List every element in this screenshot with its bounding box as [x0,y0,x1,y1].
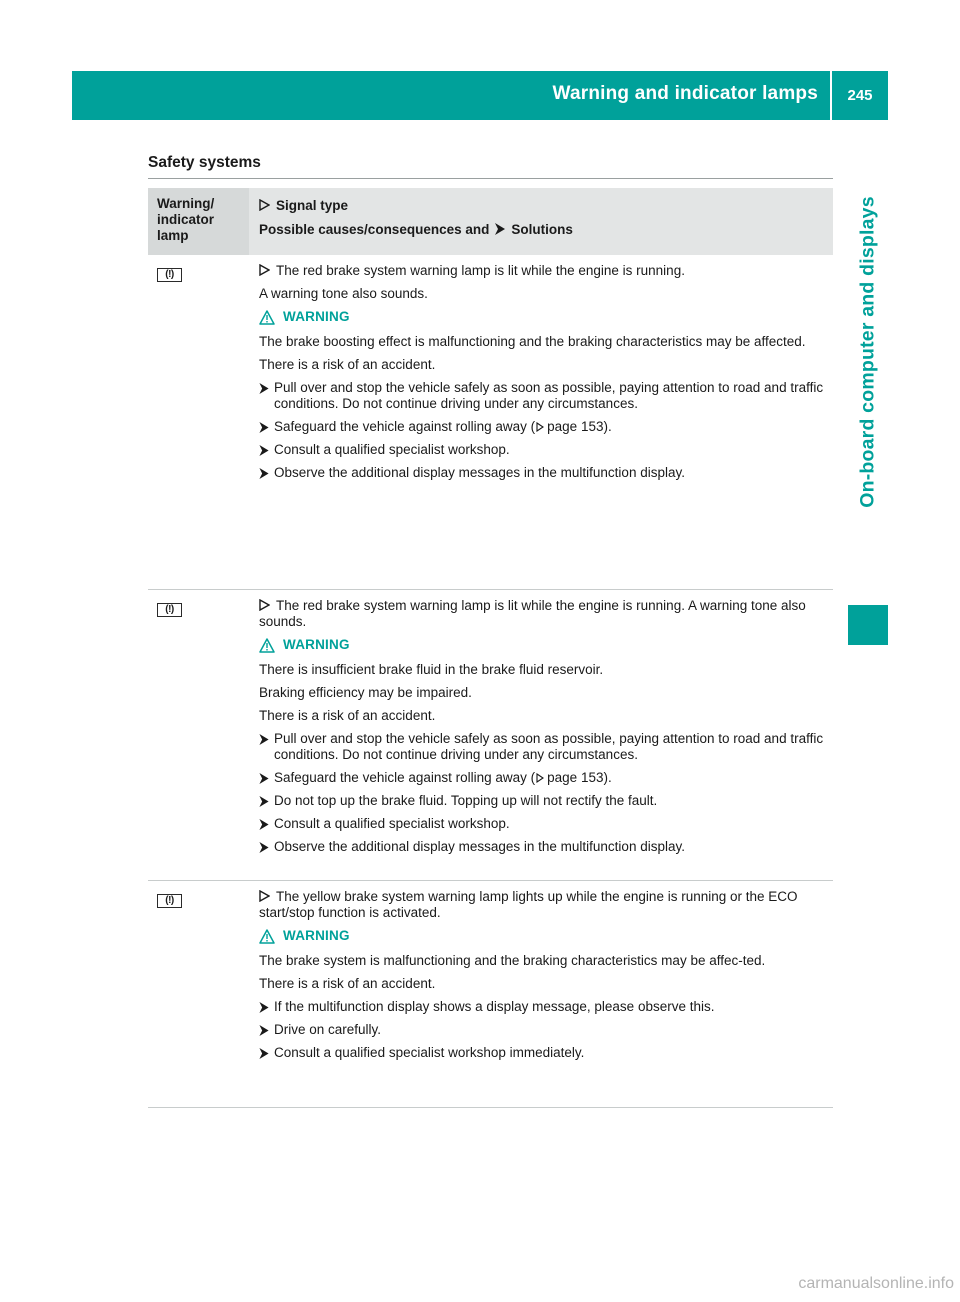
solid-arrow-icon [259,819,269,830]
solid-arrow-icon [259,383,269,394]
solid-arrow-icon [259,842,269,853]
solution-step-text: Consult a qualified specialist workshop. [274,442,510,457]
signal-text: The red brake system warning lamp is lit while the engine is running. [276,263,685,278]
solution-step [259,793,827,809]
warning-heading [259,928,827,944]
signal-type-outline-arrow-icon [259,599,270,611]
signal-line [259,889,827,921]
chapter-side-tab-label: On-board computer and displays [856,196,879,508]
page-number: 245 [847,87,873,104]
warning-text: The brake system is malfunctioning and the braking characteristics may be affec-ted. [259,953,766,968]
watermark: carmanualsonline.info [798,1275,954,1292]
warning-label: WARNING [283,928,350,943]
solution-step-text: Drive on carefully. [274,1022,382,1037]
warning-text: There is a risk of an accident. [259,357,436,372]
solution-step-text: Observe the additional display messages in the multifunction display. [274,465,685,480]
brake-warning-lamp-icon: (!) [157,894,182,908]
warning-triangle-icon [259,310,275,325]
solid-arrow-icon [259,796,269,807]
chapter-side-tab[interactable] [848,120,888,585]
header-causes-label: Possible causes/consequences and [259,221,490,237]
section-rule [148,178,833,179]
header-causes-solutions [259,220,833,238]
warning-lamp-table [148,188,833,1108]
signal-type-outline-arrow-icon [259,890,270,902]
lamp-cell [148,590,249,880]
signal-type-outline-arrow-icon [259,264,270,276]
table-row [148,255,833,590]
column-header-lamp: Warning/ indicator lamp [148,188,249,255]
solution-step [259,731,827,763]
table-row [148,590,833,881]
signal-line [259,263,827,279]
page-reference-arrow-icon [536,773,544,783]
signal-text: The yellow brake system warning lamp lights up while the engine is running or the ECO start/stop function is activated. [259,889,798,920]
solution-step-text: Consult a qualified specialist workshop immediately. [274,1045,585,1060]
page-reference-arrow-icon [536,422,544,432]
warning-label: WARNING [283,637,350,652]
page-header [72,71,888,120]
solid-arrow-icon [259,422,269,433]
header-title: Warning and indicator lamps [552,83,818,104]
solid-arrow-icon [259,734,269,745]
warning-triangle-icon [259,638,275,653]
lamp-cell [148,881,249,1107]
warning-heading [259,637,827,653]
warning-text: Braking efficiency may be impaired. [259,685,472,700]
solution-step-text: Do not top up the brake fluid. Topping up will not rectify the fault. [274,793,658,808]
solution-step-text: Pull over and stop the vehicle safely as soon as possible, paying attention to road and traffic conditions. Do not continue driving under any circumstances. [274,380,824,411]
warning-text: There is a risk of an accident. [259,708,436,723]
brake-warning-lamp-icon: (!) [157,268,182,282]
warning-text: There is insufficient brake fluid in the brake fluid reservoir. [259,662,604,677]
header-signal-type-label: Signal type [276,197,349,213]
solution-step [259,419,827,435]
brake-warning-lamp-icon: (!) [157,603,182,617]
solution-step [259,839,827,855]
solution-step [259,1022,827,1038]
solid-arrow-icon [495,223,505,235]
page-reference-link[interactable]: page 153). [547,419,612,434]
solid-arrow-icon [259,1048,269,1059]
table-header [148,188,833,255]
solid-arrow-icon [259,468,269,479]
solution-step [259,770,827,786]
solution-step-text-main: Safeguard the vehicle against rolling away ( [274,770,536,785]
solution-step-text [274,770,827,786]
solution-step-text: Consult a qualified specialist workshop. [274,816,510,831]
solution-step-text: If the multifunction display shows a display message, please observe this. [274,999,715,1014]
solution-step-text [274,419,827,435]
note-text: A warning tone also sounds. [259,286,428,301]
solution-step [259,1045,827,1061]
signal-line [259,598,827,630]
solution-step [259,816,827,832]
column-header-description [249,188,833,255]
signal-text: The red brake system warning lamp is lit while the engine is running. A warning tone also sounds. [259,598,806,629]
solution-step [259,442,827,458]
solution-step [259,999,827,1015]
solution-step [259,380,827,412]
solid-arrow-icon [259,1002,269,1013]
solution-step-text: Observe the additional display messages in the multifunction display. [274,839,685,854]
warning-triangle-icon [259,929,275,944]
description-cell [249,881,833,1107]
solid-arrow-icon [259,445,269,456]
description-cell [249,255,833,589]
chapter-marker [848,605,888,645]
section-title: Safety systems [148,154,261,171]
signal-type-outline-arrow-icon [259,199,270,211]
lamp-cell [148,255,249,589]
solid-arrow-icon [259,773,269,784]
description-cell [249,590,833,880]
table-row [148,881,833,1108]
solid-arrow-icon [259,1025,269,1036]
warning-heading [259,309,827,325]
header-signal-type [259,196,833,214]
solution-step-text-main: Safeguard the vehicle against rolling away ( [274,419,536,434]
page-reference-link[interactable]: page 153). [547,770,612,785]
header-solutions-label: Solutions [511,221,573,237]
warning-text: The brake boosting effect is malfunctioning and the braking characteristics may be affected. [259,334,806,349]
header-divider [830,71,832,120]
solution-step [259,465,827,481]
warning-text: There is a risk of an accident. [259,976,436,991]
warning-label: WARNING [283,309,350,324]
solution-step-text: Pull over and stop the vehicle safely as soon as possible, paying attention to road and traffic conditions. Do not continue driving under any circumstances. [274,731,824,762]
